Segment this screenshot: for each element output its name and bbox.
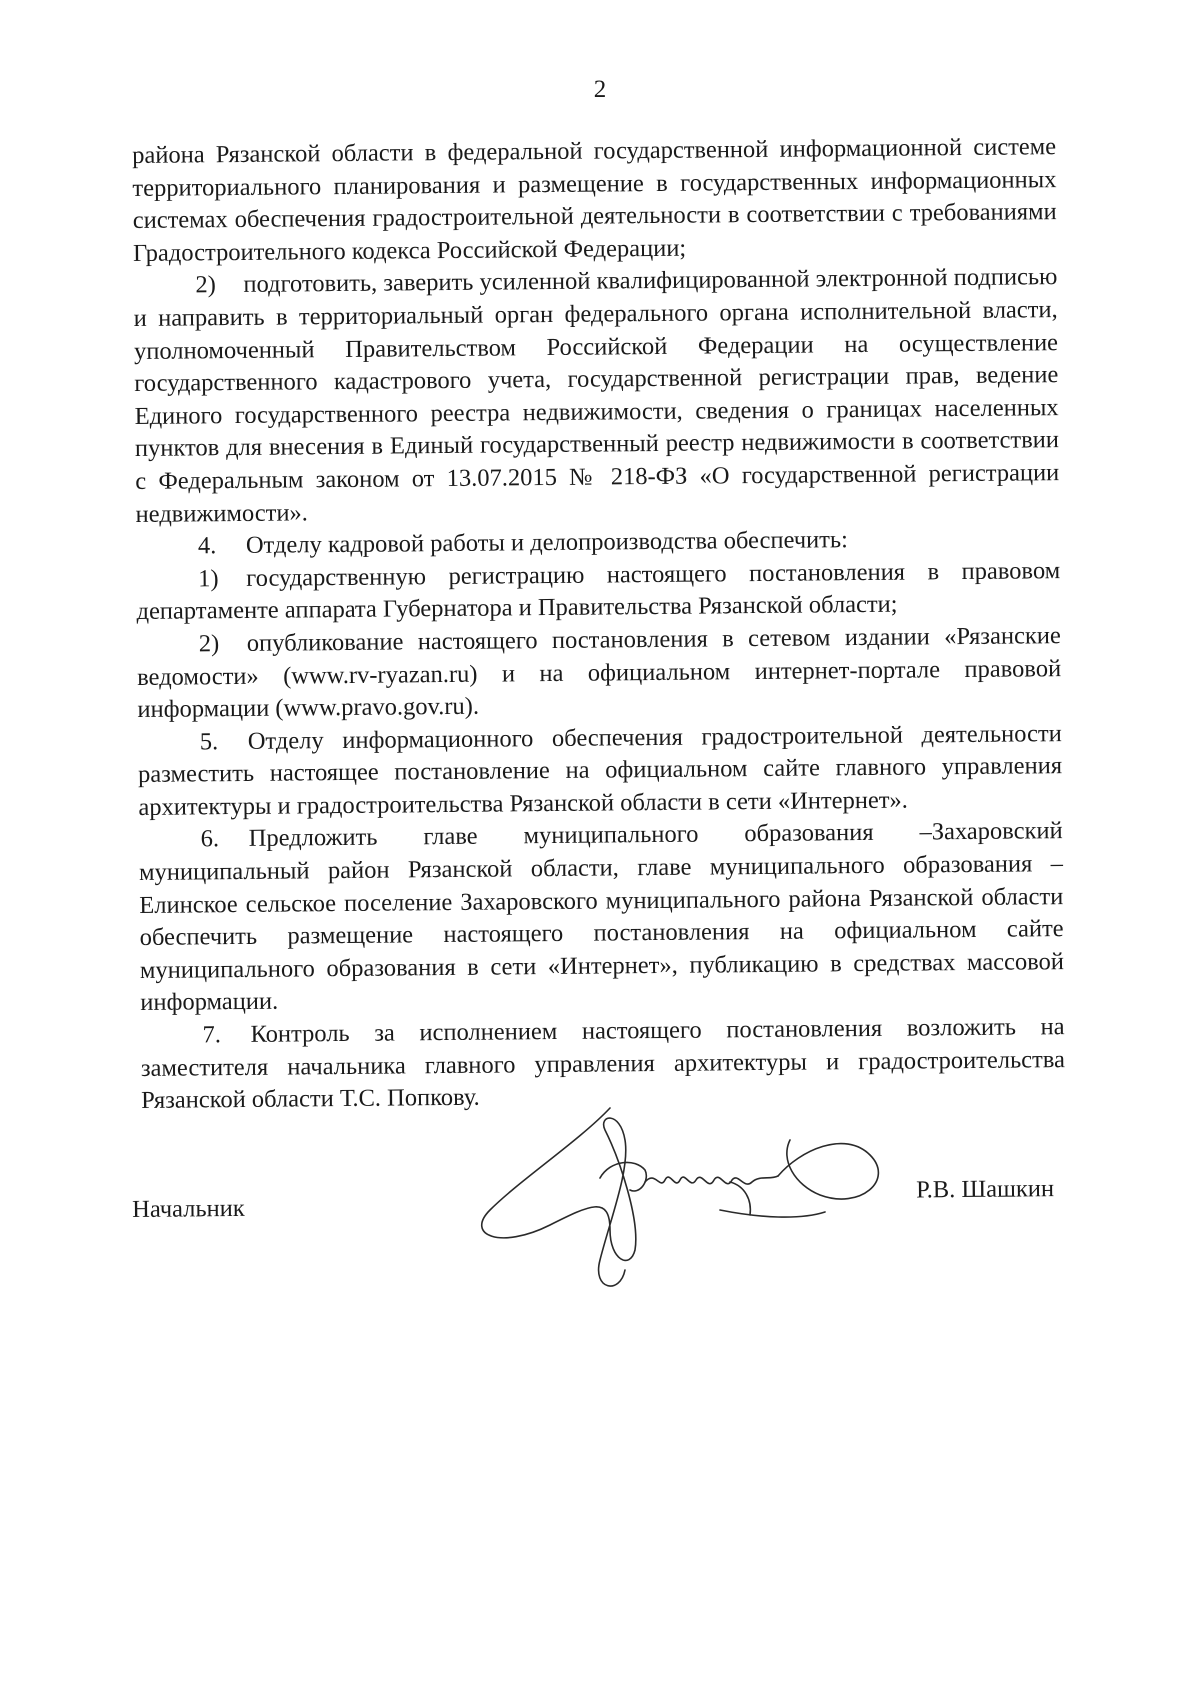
item-number: 7. xyxy=(202,1021,222,1049)
paragraph-3-2 xyxy=(133,261,1059,531)
page-number: 2 xyxy=(593,76,607,103)
paragraph-text: Контроль за исполнением настоящего постановления возложить на заместителя начальника главного управления архитектуры и градостроительства Рязанской области Т.С. Попкову. xyxy=(140,1013,1065,1115)
signatory-name: Р.В. Шашкин xyxy=(916,1175,1055,1204)
paragraph-text: опубликование настоящего постановления в сетевом издании «Рязанские ведомости» (www.rv-ryazan.ru) и на официальном интернет-портале правовой информации (www.pravo.gov.ru). xyxy=(137,622,1062,724)
item-number: 4. xyxy=(197,532,217,560)
signatory-position: Начальник xyxy=(132,1194,245,1223)
item-number: 6. xyxy=(200,825,220,853)
paragraph-text: Предложить главе муниципального образования –Захаровский муниципальный район Рязанской области, главе муниципального образования – Елинское сельское поселение Захаровского муниципального района Рязанской области обеспечить размещение настоящего постановления на официальном сайте муниципального образования в сети «Интернет», публикацию в средствах массовой информации. xyxy=(138,817,1065,1017)
paragraph-text: государственную регистрацию настоящего постановления в правовом департаменте аппарата Губернатора и Правительства Рязанской области; xyxy=(136,556,1061,626)
signature-row xyxy=(132,1175,1056,1230)
paragraph-4-1 xyxy=(136,555,1061,629)
paragraph-text: Отделу информационного обеспечения градостроительной деятельности разместить настоящее постановление на официальном сайте главного управления архитектуры и градостроительства Рязанской области в сети «Интернет». xyxy=(137,719,1063,821)
paragraph-text: Отделу кадровой работы и делопроизводства обеспечить: xyxy=(245,526,849,560)
document-body xyxy=(132,131,1065,1118)
paragraph-6 xyxy=(139,816,1065,1020)
paragraph-5 xyxy=(138,718,1063,825)
paragraph-continuation: района Рязанской области в федеральной государственной информационной системе территориального планирования и размещение в государственных информационных системах обеспечения градостроительной деятельности в соответствии с требованиями Градостроительного кодекса Российской Федерации; xyxy=(132,133,1057,267)
item-number: 1) xyxy=(198,564,219,593)
item-number: 2) xyxy=(195,271,216,299)
item-number: 2) xyxy=(198,630,220,658)
item-number: 5. xyxy=(199,727,219,756)
paragraph-text: подготовить, заверить усиленной квалифицированной электронной подписью и направить в территориальный орган федерального органа исполнительной власти, уполномоченный Правительством Российской Федерации на осуществление государственного кадастрового учета, государственной регистрации прав, ведение Единого государственного реестра недвижимости, сведения о границах населенных пунктов для внесения в Единый государственный реестр недвижимости в соответствии с Федеральным законом от 13.07.2015 № 218-ФЗ «О государственной регистрации недвижимости». xyxy=(133,263,1060,528)
paragraph-4-2 xyxy=(137,620,1062,727)
